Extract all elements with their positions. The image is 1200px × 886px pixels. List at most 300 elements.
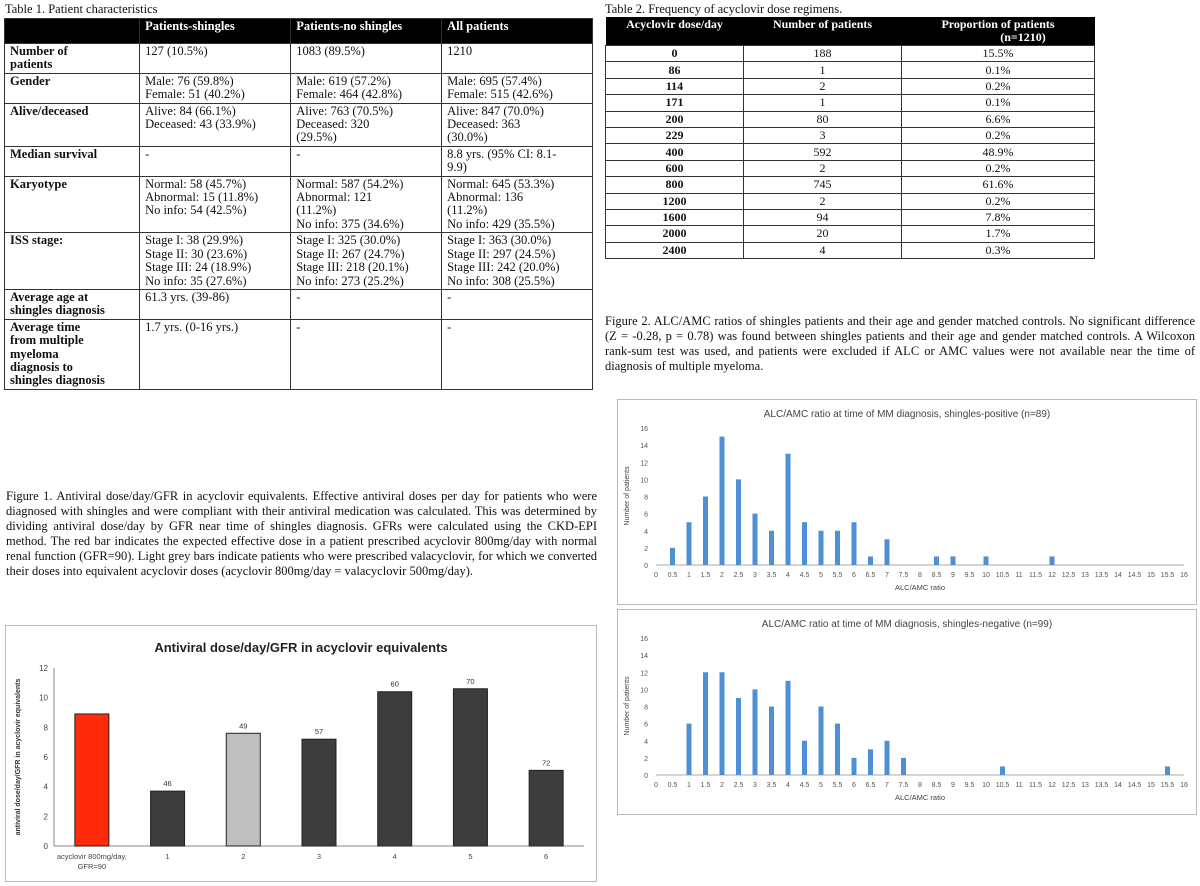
cell-line: No info: 273 (25.2%): [296, 273, 404, 288]
figure1-caption: Figure 1. Antiviral dose/day/GFR in acyclovir equivalents. Effective antiviral doses per day for patients who were diagnosed with shingles and were compliant with their antiviral medication was calculated. This was determined by dividing antiviral dose/day by GFR near time of shingles diagnosis. GFRs were calculated using the CKD-EPI method. The red bar indicates the expected effective dose in a patient prescribed acyclovir 800mg/day with normal renal function (GFR=90). Light grey bars indicate patients who were prescribed valacyclovir, for which we converted their doses into equivalent acyclovir doses (acyclovir 800mg/day = valacyclovir 500mg/day).: [6, 489, 597, 578]
count-cell: 1: [744, 62, 902, 78]
bar: [529, 770, 563, 846]
bar: [753, 514, 758, 565]
x-tick-label: 0: [654, 572, 658, 579]
x-tick-label: 1.5: [700, 782, 711, 789]
row-label-line: Alive/deceased: [10, 103, 89, 118]
bar: [687, 522, 692, 565]
proportion-cell: 0.1%: [902, 95, 1095, 111]
cell-line: Normal: 587 (54.2%): [296, 176, 404, 191]
table-cell: [442, 233, 593, 290]
x-tick-label: GFR=90: [77, 862, 107, 871]
cell-line: Abnormal: 121: [296, 190, 373, 205]
x-tick-label: 1: [687, 572, 691, 579]
x-tick-label: 6.5: [865, 782, 876, 789]
x-tick-label: 7: [885, 782, 889, 789]
cell-line: Alive: 847 (70.0%): [447, 103, 544, 118]
cell-line: Normal: 58 (45.7%): [145, 176, 247, 191]
table-row: [606, 46, 1095, 62]
x-tick-label: 6: [852, 782, 856, 789]
x-tick-label: 15.5: [1160, 572, 1175, 579]
table-cell: [140, 233, 291, 290]
table-cell: [291, 73, 442, 103]
x-tick-label: 5.5: [832, 572, 843, 579]
bar: [302, 739, 336, 846]
x-tick-label: acyclovir 800mg/day,: [56, 852, 127, 861]
table-cell: [442, 44, 593, 74]
row-label: [5, 146, 140, 176]
y-tick-label: 0: [644, 563, 648, 570]
bar: [769, 531, 774, 565]
bar: [868, 749, 873, 775]
cell-line: Abnormal: 15 (11.8%): [145, 190, 259, 205]
y-tick-label: 4: [43, 782, 48, 792]
table-cell: [140, 73, 291, 103]
bar: [151, 791, 185, 846]
dose-cell: 2000: [606, 226, 744, 242]
x-tick-label: 16: [1180, 572, 1188, 579]
x-tick-label: 14.5: [1127, 572, 1142, 579]
bar: [786, 681, 791, 775]
table-row: [5, 44, 593, 74]
cell-line: No info: 308 (25.5%): [447, 273, 555, 288]
cell-line: No info: 429 (35.5%): [447, 216, 555, 231]
dose-cell: 1600: [606, 209, 744, 225]
bar: [226, 733, 260, 846]
x-tick-label: 13.5: [1094, 782, 1109, 789]
row-label: [5, 73, 140, 103]
bar: [852, 758, 857, 775]
x-tick-label: 7.5: [898, 572, 909, 579]
dose-cell: 86: [606, 62, 744, 78]
x-tick-label: 11.5: [1028, 782, 1043, 789]
cell-line: (11.2%): [296, 203, 337, 218]
bar: [75, 714, 109, 846]
y-tick-label: 12: [640, 460, 648, 468]
table-cell: [140, 146, 291, 176]
cell-line: No info: 54 (42.5%): [145, 203, 247, 218]
cell-line: Male: 619 (57.2%): [296, 73, 391, 88]
table-row: [606, 111, 1095, 127]
cell-line: No info: 375 (34.6%): [296, 216, 404, 231]
table-row: [606, 160, 1095, 176]
proportion-cell: 1.7%: [902, 226, 1095, 242]
count-cell: 2: [744, 193, 902, 209]
x-tick-label: 10.5: [995, 782, 1010, 789]
cell-line: -: [296, 319, 301, 334]
table-cell: [291, 146, 442, 176]
y-tick-label: 12: [39, 664, 48, 673]
dose-cell: 200: [606, 111, 744, 127]
y-tick-label: 2: [644, 545, 648, 553]
x-tick-label: 14: [1114, 782, 1122, 789]
table-row: [5, 289, 593, 319]
alc-amc-positive-chart: [617, 399, 1197, 605]
table-cell: [291, 233, 442, 290]
x-tick-label: 11: [1015, 572, 1023, 579]
bar: [687, 724, 692, 775]
table-row: [606, 127, 1095, 143]
bar: [1000, 766, 1005, 775]
y-tick-label: 16: [640, 636, 648, 643]
row-label-line: myeloma: [10, 346, 59, 361]
data-label: 60: [390, 679, 399, 689]
y-tick-label: 6: [43, 753, 48, 762]
col-header-patients: Number of patients: [744, 17, 902, 46]
cell-line: 9.9): [447, 160, 467, 175]
row-label-line: Average time: [10, 319, 81, 334]
x-tick-label: 6: [852, 572, 856, 579]
y-tick-label: 6: [644, 721, 648, 729]
bar: [736, 479, 741, 565]
x-tick-label: 0.5: [667, 782, 678, 789]
proportion-cell: 0.1%: [902, 62, 1095, 78]
x-tick-label: 7: [885, 572, 889, 579]
table-row: [5, 176, 593, 233]
cell-line: Alive: 763 (70.5%): [296, 103, 394, 118]
y-tick-label: 14: [640, 443, 648, 451]
cell-line: Stage I: 38 (29.9%): [145, 233, 244, 248]
table-cell: [442, 103, 593, 146]
proportion-cell: 0.3%: [902, 242, 1095, 258]
row-label: [5, 319, 140, 389]
count-cell: 745: [744, 177, 902, 193]
dose-cell: 114: [606, 78, 744, 94]
cell-line: Male: 695 (57.4%): [447, 73, 542, 88]
x-tick-label: 2: [241, 852, 246, 861]
y-axis-label: antiviral dose/day/GFR in acyclovir equivalents: [15, 678, 22, 836]
bar: [670, 548, 675, 565]
bar: [951, 556, 956, 565]
proportion-cell: 0.2%: [902, 193, 1095, 209]
y-tick-label: 4: [644, 528, 648, 536]
y-tick-label: 14: [640, 653, 648, 661]
y-tick-label: 10: [39, 693, 48, 703]
proportion-cell: 0.2%: [902, 127, 1095, 143]
antiviral-dose-chart: [5, 625, 597, 882]
cell-line: Stage II: 297 (24.5%): [447, 246, 556, 261]
proportion-cell: 6.6%: [902, 111, 1095, 127]
proportion-cell: 0.2%: [902, 78, 1095, 94]
y-tick-label: 10: [640, 477, 648, 485]
table-row: [606, 78, 1095, 94]
cell-line: No info: 35 (27.6%): [145, 273, 247, 288]
cell-line: (29.5%): [296, 130, 337, 145]
table-row: [606, 144, 1095, 160]
x-tick-label: 1.5: [700, 572, 711, 579]
proportion-cell: 48.9%: [902, 144, 1095, 160]
table-cell: [442, 146, 593, 176]
x-axis-label: ALC/AMC ratio: [894, 793, 946, 802]
x-tick-label: 9.5: [964, 782, 975, 789]
table-row: [5, 146, 593, 176]
x-tick-label: 2.5: [733, 572, 744, 579]
data-label: 72: [541, 758, 551, 768]
cell-line: Stage I: 363 (30.0%): [447, 233, 552, 248]
x-tick-label: 3: [753, 782, 757, 789]
x-tick-label: 0.5: [667, 572, 678, 579]
x-tick-label: 5: [819, 782, 823, 789]
y-tick-label: 4: [644, 738, 648, 746]
x-tick-label: 4.5: [799, 572, 810, 579]
antiviral-dose-chart-svg: [6, 626, 596, 881]
y-tick-label: 8: [43, 723, 48, 733]
bar: [720, 672, 725, 775]
y-tick-label: 16: [640, 426, 648, 433]
cell-line: 1.7 yrs. (0-16 yrs.): [145, 319, 239, 334]
bar: [901, 758, 906, 775]
x-tick-label: 9.5: [964, 572, 975, 579]
bar: [868, 556, 873, 565]
x-tick-label: 8.5: [931, 572, 942, 579]
bar: [736, 698, 741, 775]
col-header-3: All patients: [442, 19, 593, 44]
x-tick-label: 13: [1081, 782, 1089, 789]
x-tick-label: 5: [819, 572, 823, 579]
cell-line: 127 (10.5%): [145, 44, 208, 58]
count-cell: 3: [744, 127, 902, 143]
y-tick-label: 2: [43, 812, 48, 822]
cell-line: Stage III: 218 (20.1%): [296, 260, 409, 275]
cell-line: Deceased: 363: [447, 117, 521, 132]
x-tick-label: 14.5: [1127, 782, 1142, 789]
x-tick-label: 12.5: [1061, 782, 1076, 789]
cell-line: 8.8 yrs. (95% CI: 8.1-: [447, 146, 557, 161]
bar: [703, 672, 708, 775]
x-tick-label: 8: [918, 572, 922, 579]
row-label-line: shingles diagnosis: [10, 303, 105, 318]
x-tick-label: 14: [1114, 572, 1122, 579]
bar: [1050, 556, 1055, 565]
cell-line: Stage I: 325 (30.0%): [296, 233, 401, 248]
y-tick-label: 0: [644, 773, 648, 780]
table-row: [5, 233, 593, 290]
x-tick-label: 15.5: [1160, 782, 1175, 789]
table-row: [5, 73, 593, 103]
x-tick-label: 1: [687, 782, 691, 789]
col-header-1: Patients-shingles: [140, 19, 291, 44]
cell-line: -: [296, 146, 301, 161]
x-tick-label: 12: [1048, 782, 1056, 789]
row-label: [5, 44, 140, 74]
cell-line: Abnormal: 136: [447, 190, 524, 205]
y-tick-label: 0: [43, 842, 48, 851]
table-cell: [140, 289, 291, 319]
y-axis-label: Number of patients: [624, 466, 631, 526]
table-row: [606, 62, 1095, 78]
x-tick-label: 11.5: [1028, 572, 1043, 579]
count-cell: 94: [744, 209, 902, 225]
dose-cell: 2400: [606, 242, 744, 258]
data-label: 70: [466, 676, 475, 686]
table-cell: [140, 319, 291, 389]
count-cell: 20: [744, 226, 902, 242]
patient-characteristics-table: [4, 18, 593, 390]
x-tick-label: 6.5: [865, 572, 876, 579]
dose-cell: 229: [606, 127, 744, 143]
bar: [984, 556, 989, 565]
table-cell: [442, 73, 593, 103]
table-cell: [442, 289, 593, 319]
proportion-cell: 0.2%: [902, 160, 1095, 176]
chart-title: ALC/AMC ratio at time of MM diagnosis, shingles-negative (n=99): [761, 619, 1053, 630]
x-tick-label: 7.5: [898, 782, 909, 789]
y-tick-label: 2: [644, 755, 648, 763]
row-label-line: Average age at: [10, 289, 89, 304]
x-tick-label: 16: [1180, 782, 1188, 789]
data-label: 57: [314, 727, 324, 737]
x-tick-label: 11: [1015, 782, 1023, 789]
bar: [453, 689, 487, 846]
dose-cell: 600: [606, 160, 744, 176]
x-tick-label: 10: [982, 572, 990, 579]
x-tick-label: 3.5: [766, 782, 777, 789]
bar: [819, 531, 824, 565]
proportion-cell: 61.6%: [902, 177, 1095, 193]
x-tick-label: 5.5: [832, 782, 843, 789]
count-cell: 2: [744, 78, 902, 94]
bar: [703, 497, 708, 566]
table-header-row: [606, 17, 1095, 46]
x-tick-label: 15: [1147, 572, 1155, 579]
y-tick-label: 8: [644, 494, 648, 502]
table-cell: [140, 103, 291, 146]
x-tick-label: 9: [951, 782, 955, 789]
x-tick-label: 3.5: [766, 572, 777, 579]
x-tick-label: 10.5: [995, 572, 1010, 579]
x-tick-label: 6: [544, 852, 549, 861]
acyclovir-dose-table: [605, 17, 1095, 259]
cell-line: -: [447, 289, 452, 304]
bar: [378, 692, 412, 846]
cell-line: 1083 (89.5%): [296, 44, 365, 58]
bar: [769, 707, 774, 776]
x-tick-label: 2: [720, 782, 724, 789]
count-cell: 80: [744, 111, 902, 127]
cell-line: Stage II: 30 (23.6%): [145, 246, 248, 261]
x-tick-label: 10: [982, 782, 990, 789]
bar: [753, 689, 758, 775]
x-axis-label: ALC/AMC ratio: [894, 583, 946, 592]
row-label-line: shingles diagnosis: [10, 373, 105, 388]
bar: [802, 522, 807, 565]
row-label-line: Karyotype: [10, 176, 67, 191]
y-tick-label: 10: [640, 687, 648, 695]
col-header-2: Patients-no shingles: [291, 19, 442, 44]
bar: [786, 454, 791, 565]
table-row: [5, 319, 593, 389]
dose-cell: 1200: [606, 193, 744, 209]
row-label-line: Median survival: [10, 146, 98, 161]
row-label-line: patients: [10, 57, 53, 72]
x-tick-label: 13.5: [1094, 572, 1109, 579]
y-tick-label: 6: [644, 511, 648, 519]
proportion-cell: 15.5%: [902, 46, 1095, 62]
x-tick-label: 3: [316, 852, 322, 861]
dose-cell: 800: [606, 177, 744, 193]
x-tick-label: 12.5: [1061, 572, 1076, 579]
x-tick-label: 8.5: [931, 782, 942, 789]
col-header-proportion: [902, 17, 1095, 46]
table2-caption: Table 2. Frequency of acyclovir dose regimens.: [605, 2, 843, 16]
table-row: [606, 177, 1095, 193]
y-axis-label: Number of patients: [624, 676, 631, 736]
y-tick-label: 8: [644, 704, 648, 712]
row-label: [5, 176, 140, 233]
cell-line: Normal: 645 (53.3%): [447, 176, 555, 191]
count-cell: 2: [744, 160, 902, 176]
bar: [885, 741, 890, 775]
table-row: [606, 226, 1095, 242]
row-label-line: Gender: [10, 73, 51, 88]
bar: [720, 437, 725, 565]
data-label: 49: [239, 721, 248, 731]
x-tick-label: 0: [654, 782, 658, 789]
bar: [934, 556, 939, 565]
cell-line: (30.0%): [447, 130, 488, 145]
table-header-row: [5, 19, 593, 44]
count-cell: 592: [744, 144, 902, 160]
cell-line: -: [447, 319, 452, 334]
count-cell: 1: [744, 95, 902, 111]
x-tick-label: 15: [1147, 782, 1155, 789]
cell-line: -: [145, 146, 150, 161]
x-tick-label: 4.5: [799, 782, 810, 789]
bar: [802, 741, 807, 775]
table-cell: [291, 319, 442, 389]
cell-line: Stage III: 242 (20.0%): [447, 260, 560, 275]
cell-line: 61.3 yrs. (39-86): [145, 289, 230, 304]
x-tick-label: 3: [753, 572, 757, 579]
col-header-proportion-line1: Proportion of patients: [941, 17, 1055, 31]
x-tick-label: 9: [951, 572, 955, 579]
chart-title: Antiviral dose/day/GFR in acyclovir equivalents: [154, 640, 448, 655]
cell-line: Female: 51 (40.2%): [145, 87, 245, 102]
cell-line: Deceased: 43 (33.9%): [145, 117, 256, 132]
cell-line: Deceased: 320: [296, 117, 370, 132]
cell-line: Alive: 84 (66.1%): [145, 103, 236, 118]
table-cell: [140, 44, 291, 74]
table-row: [5, 103, 593, 146]
data-label: 46: [163, 779, 172, 789]
proportion-cell: 7.8%: [902, 209, 1095, 225]
bar: [885, 539, 890, 565]
x-tick-label: 8: [918, 782, 922, 789]
cell-line: Stage III: 24 (18.9%): [145, 260, 252, 275]
row-label-line: Number of: [10, 44, 68, 58]
x-tick-label: 4: [392, 852, 397, 861]
row-label: [5, 103, 140, 146]
table-row: [606, 242, 1095, 258]
dose-cell: 0: [606, 46, 744, 62]
alc-amc-negative-chart: [617, 609, 1197, 815]
alc-amc-positive-chart-svg: [618, 400, 1196, 604]
table-cell: [291, 289, 442, 319]
dose-cell: 171: [606, 95, 744, 111]
y-tick-label: 12: [640, 670, 648, 678]
row-label-line: diagnosis to: [10, 359, 73, 374]
table-row: [606, 95, 1095, 111]
x-tick-label: 13: [1081, 572, 1089, 579]
table-cell: [442, 319, 593, 389]
x-tick-label: 12: [1048, 572, 1056, 579]
col-header-0: [5, 19, 140, 44]
x-tick-label: 4: [786, 782, 790, 789]
bar: [819, 707, 824, 776]
table-cell: [291, 44, 442, 74]
count-cell: 4: [744, 242, 902, 258]
cell-line: (11.2%): [447, 203, 488, 218]
